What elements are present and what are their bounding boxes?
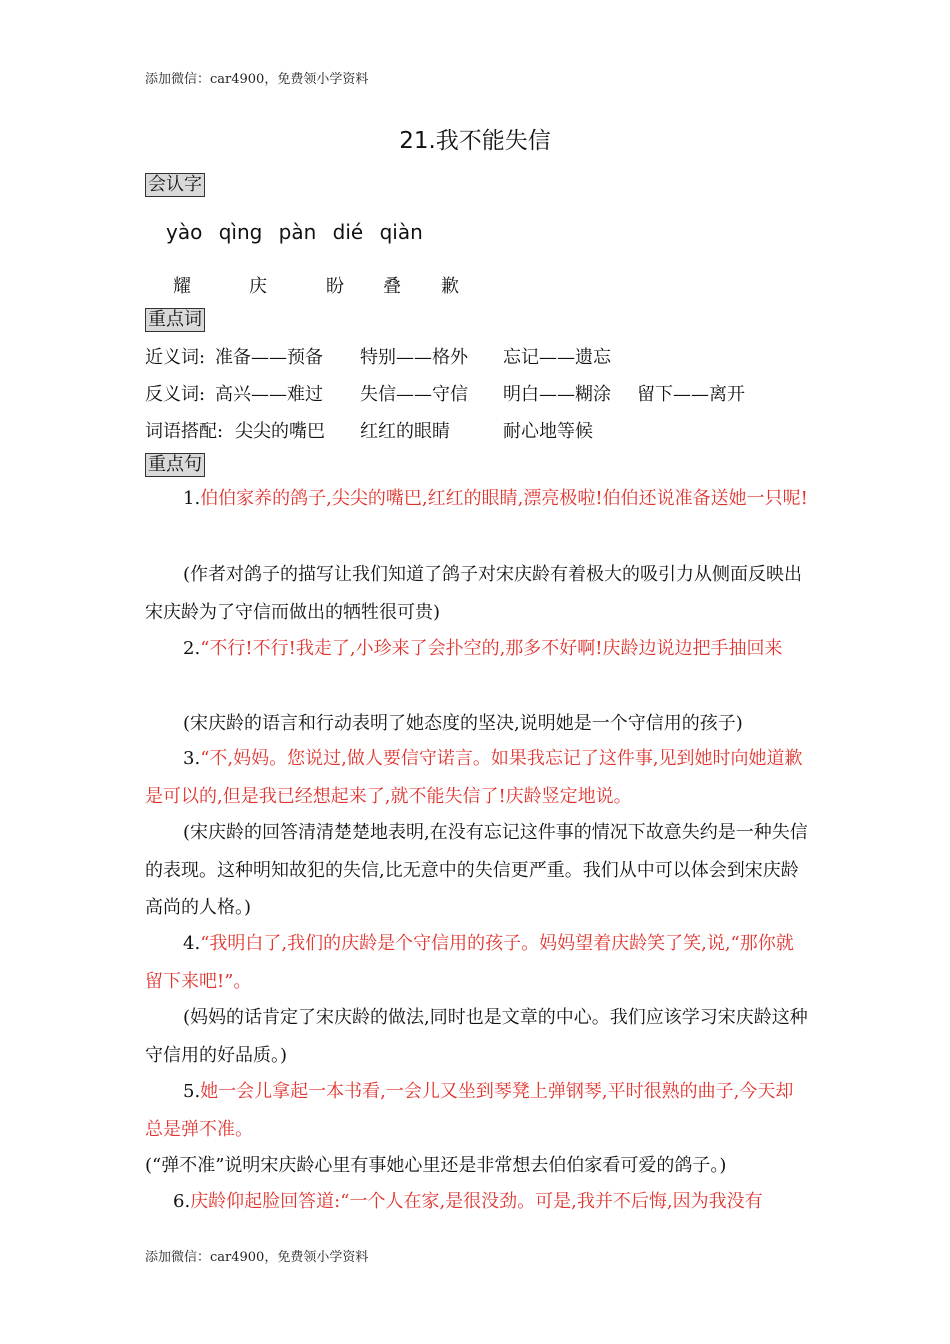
key-sentence-1 bbox=[145, 480, 810, 518]
word-pair: 忘记——遗忘 bbox=[503, 347, 611, 368]
word-pair: 留下——离开 bbox=[637, 384, 745, 405]
sentence-note: (宋庆龄的语言和行动表明了她态度的坚决,说明她是一个守信用的孩子) bbox=[183, 713, 743, 734]
section-label-read: 会认字 bbox=[145, 173, 205, 197]
word-pair: 耐心地等候 bbox=[503, 421, 593, 442]
sentence-quote: “我明白了,我们的庆龄是个守信用的孩子。妈妈望着庆龄笑了笑,说,“那你就留下来吧!”。 bbox=[145, 933, 794, 992]
sentence-quote: 庆龄仰起脸回答道:“一个人在家,是很没劲。可是,我并不后悔,因为我没有 bbox=[190, 1191, 763, 1212]
footer-note: 添加微信：car4900，免费领小学资料 bbox=[145, 1250, 369, 1265]
header-note: 添加微信：car4900，免费领小学资料 bbox=[145, 72, 369, 87]
character-item: 庆 bbox=[249, 276, 267, 297]
sentence-note: (妈妈的话肯定了宋庆龄的做法,同时也是文章的中心。我们应该学习宋庆龄这种守信用的好品质。) bbox=[145, 1007, 808, 1066]
sentence-note-2 bbox=[145, 705, 810, 743]
sentence-quote: 她一会儿拿起一本书看,一会儿又坐到琴凳上弹钢琴,平时很熟的曲子,今天却总是弹不准。 bbox=[145, 1081, 794, 1140]
sentence-number: 3. bbox=[183, 748, 201, 769]
word-pair: 失信——守信 bbox=[360, 384, 468, 405]
character-item: 耀 bbox=[173, 276, 191, 297]
key-sentence-5 bbox=[145, 1073, 810, 1148]
word-pair: 准备——预备 bbox=[215, 347, 323, 368]
section-label-sentences: 重点句 bbox=[145, 453, 205, 477]
pinyin-item: yào bbox=[166, 220, 203, 244]
pinyin-row bbox=[166, 220, 433, 244]
character-item: 叠 bbox=[383, 276, 401, 297]
key-sentence-2 bbox=[145, 630, 810, 668]
character-item: 歉 bbox=[441, 276, 459, 297]
sentence-note-4 bbox=[145, 999, 810, 1074]
key-sentence-6 bbox=[173, 1183, 823, 1221]
sentence-quote: 伯伯家养的鸽子,尖尖的嘴巴,红红的眼睛,漂亮极啦!伯伯还说准备送她一只呢! bbox=[200, 488, 808, 509]
sentence-quote: “不行!不行!我走了,小珍来了会扑空的,那多不好啊!庆龄边说边把手抽回来 bbox=[200, 638, 783, 659]
character-item: 盼 bbox=[326, 276, 344, 297]
synonyms-label: 近义词: bbox=[145, 347, 206, 368]
pinyin-item: pàn bbox=[278, 220, 317, 244]
sentence-note: (宋庆龄的回答清清楚楚地表明,在没有忘记这件事的情况下故意失约是一种失信的表现。这种明知故犯的失信,比无意中的失信更严重。我们从中可以体会到宋庆龄高尚的人格。) bbox=[145, 822, 808, 918]
page-title: 21.我不能失信 bbox=[399, 128, 551, 154]
word-pair: 特别——格外 bbox=[360, 347, 468, 368]
pinyin-item: qiàn bbox=[379, 220, 423, 244]
sentence-number: 6. bbox=[173, 1191, 191, 1212]
sentence-note-1 bbox=[145, 556, 810, 631]
sentence-note-5 bbox=[145, 1147, 810, 1185]
sentence-number: 4. bbox=[183, 933, 201, 954]
sentence-number: 5. bbox=[183, 1081, 201, 1102]
antonyms-label: 反义词: bbox=[145, 384, 206, 405]
word-pair: 高兴——难过 bbox=[215, 384, 323, 405]
pinyin-item: qìng bbox=[218, 220, 263, 244]
word-pair: 红红的眼睛 bbox=[360, 421, 450, 442]
pinyin-item: dié bbox=[332, 220, 364, 244]
key-sentence-4 bbox=[145, 925, 810, 1000]
word-pair: 明白——糊涂 bbox=[503, 384, 611, 405]
word-pair: 尖尖的嘴巴 bbox=[235, 421, 325, 442]
section-label-words: 重点词 bbox=[145, 308, 205, 332]
key-sentence-3 bbox=[145, 740, 810, 815]
sentence-quote: “不,妈妈。您说过,做人要信守诺言。如果我忘记了这件事,见到她时向她道歉是可以的,但是我已经想起来了,就不能失信了!庆龄竖定地说。 bbox=[145, 748, 803, 807]
collocations-label: 词语搭配: bbox=[145, 421, 224, 442]
sentence-note-3 bbox=[145, 814, 810, 927]
sentence-note: (作者对鸽子的描写让我们知道了鸽子对宋庆龄有着极大的吸引力从侧面反映出宋庆龄为了守信而做出的牺牲很可贵) bbox=[145, 564, 803, 623]
sentence-note: (“弹不准”说明宋庆龄心里有事她心里还是非常想去伯伯家看可爱的鸽子。) bbox=[145, 1155, 727, 1176]
sentence-number: 1. bbox=[183, 488, 201, 509]
sentence-number: 2. bbox=[183, 638, 201, 659]
